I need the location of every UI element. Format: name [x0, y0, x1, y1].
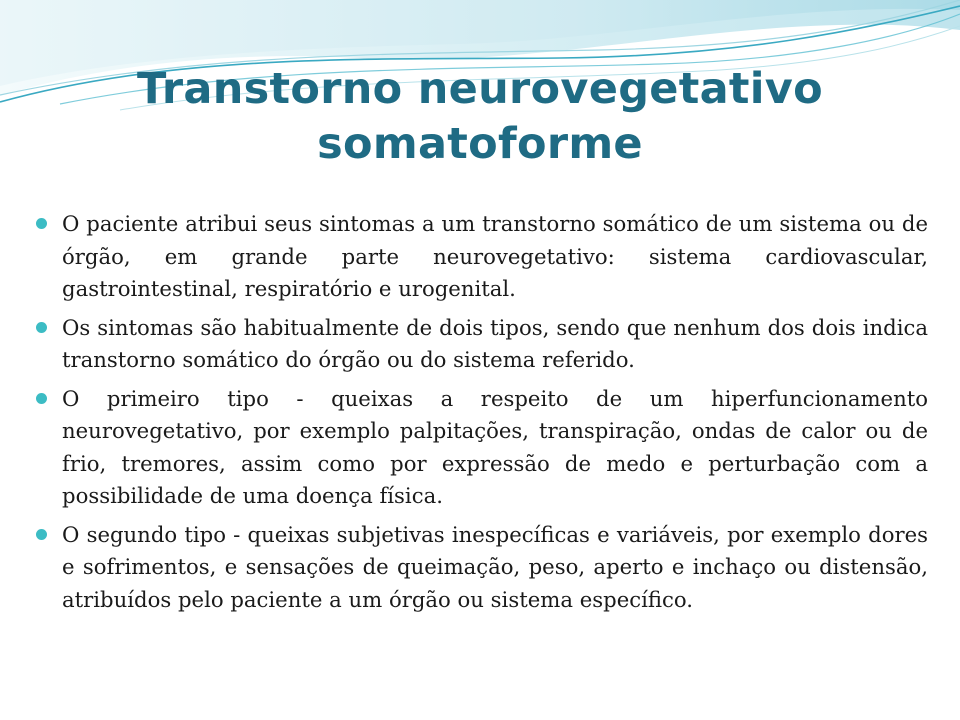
- bullet-text: O segundo tipo - queixas subjetivas inespecíficas e variáveis, por exemplo dores e sofrimentos, e sensações de queimação, peso, aperto e inchaço ou distensão, atribuídos pelo paciente a um órgão ou sistema específico.: [62, 521, 928, 612]
- bullet-text: O primeiro tipo - queixas a respeito de um hiperfuncionamento neurovegetativo, por exemplo palpitações, transpiração, ondas de calor ou de frio, tremores, assim como por expressão de medo e perturbação com a possibilidade de uma doença física.: [62, 385, 928, 508]
- bullet-marker-icon: [36, 322, 47, 333]
- list-item: [36, 312, 928, 377]
- list-item: [36, 519, 928, 617]
- list-item: [36, 383, 928, 513]
- list-item: [36, 208, 928, 306]
- bullet-list: [36, 208, 928, 622]
- slide-title: Transtorno neurovegetativo somatoforme: [137, 64, 823, 169]
- bullet-marker-icon: [36, 529, 47, 540]
- bullet-marker-icon: [36, 218, 47, 229]
- bullet-marker-icon: [36, 393, 47, 404]
- bullet-text: Os sintomas são habitualmente de dois tipos, sendo que nenhum dos dois indica transtorno somático do órgão ou do sistema referido.: [62, 314, 928, 372]
- bullet-text: O paciente atribui seus sintomas a um transtorno somático de um sistema ou de órgão, em grande parte neurovegetativo: sistema cardiovascular, gastrointestinal, respiratório e urogenital.: [62, 211, 928, 301]
